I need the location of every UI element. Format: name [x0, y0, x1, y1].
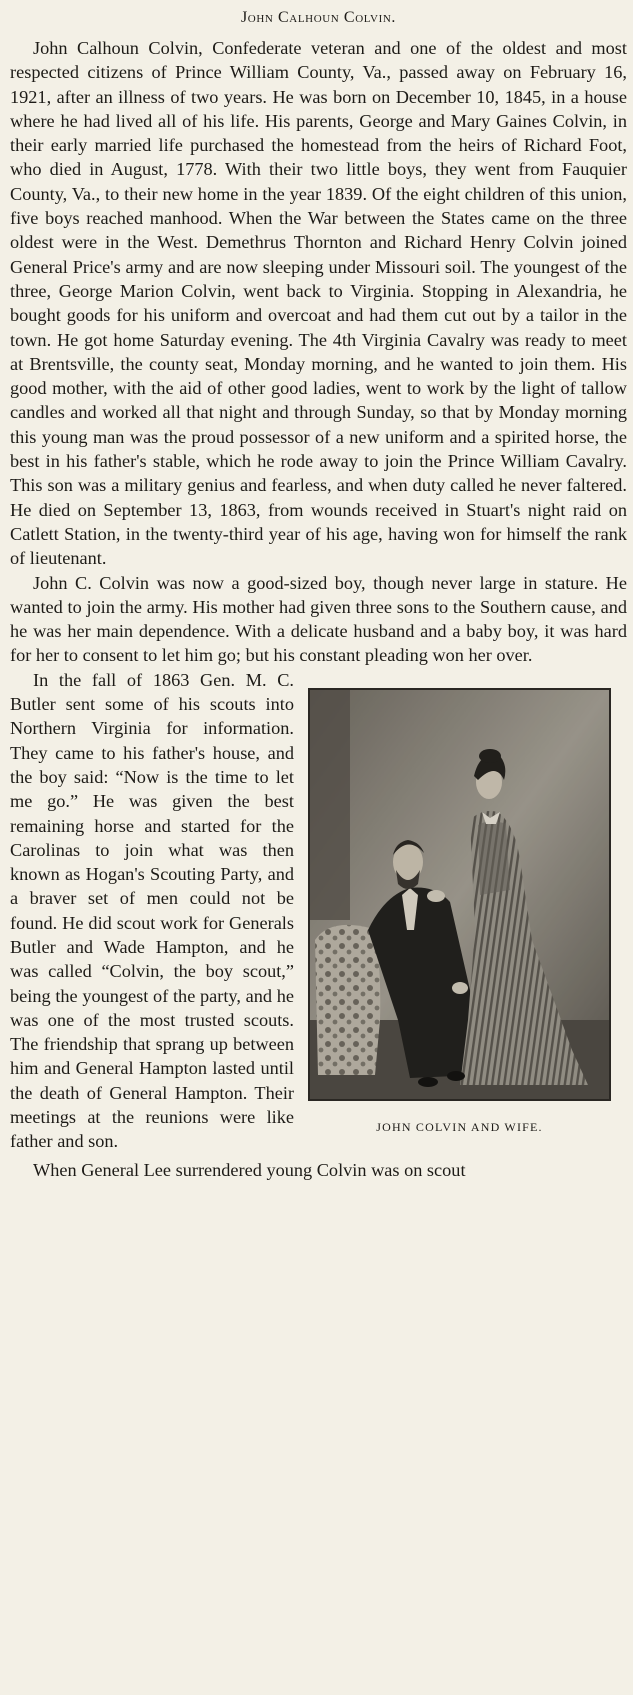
- photo-caption: JOHN COLVIN AND WIFE.: [376, 1119, 543, 1134]
- portrait-photo-image: [310, 690, 609, 1099]
- article-paragraph-1: John Calhoun Colvin, Confederate veteran and one of the oldest and most respected citizens of Prince William County, Va., passed away on February 16, 1921, after an illness of two years. He was born on December 10, 1845, in a house where he had lived all of his life. His parents, George and Mary Gaines Colvin, in their early married life purchased the homestead from the heirs of Richard Foot, who died in August, 1778. With their two little boys, they went from Fauquier County, Va., to their new home in the year 1839. Of the eight children of this union, five boys reached manhood. When the War between the States came on the three oldest were in the West. Demethrus Thornton and Richard Henry Colvin joined General Price's army and are now sleeping under Missouri soil. The youngest of the three, George Marion Colvin, went back to Virginia. Stopping in Alexandria, he bought goods for his uniform and overcoat and had them cut out by a tailor in the town. He got home Saturday evening. The 4th Virginia Cavalry was ready to meet at Brentsville, the county seat, Monday morning, and he wanted to join them. His good mother, with the aid of other good ladies, went to work by the light of tallow candles and worked all that night and through Sunday, so that by Monday morning this young man was the proud possessor of a new uniform and a spirited horse, the best in his father's stable, which he rode away to join the Prince William Cavalry. This son was a military genius and fearless, and when duty called he never faltered. He died on September 13, 1863, from wounds received in Stuart's night raid on Catlett Station, in the twenty-third year of his age, having won for himself the rank of lieutenant.: [10, 38, 627, 569]
- text-with-photo: [10, 668, 627, 1154]
- article-paragraph-3: In the fall of 1863 Gen. M. C. Butler sent some of his scouts into Northern Virginia for information. They came to his father's house, and the boy said: “Now is the time to let me go.” He was given the best remaining horse and started for the Carolinas to join what was then known as Hogan's Scouting Party, and a braver set of men could not be found. He did scout work for Generals Butler and Wade Hampton, and he was called “Colvin, the boy scout,” being the youngest of the party, and he was one of the most trusted scouts. The friendship that sprang up between him and General Hampton lasted until the death of General Hampton. Their meetings at the reunions were like father and son.: [10, 669, 294, 1152]
- article-paragraph-4: When General Lee surrendered young Colvin was on scout: [33, 1159, 466, 1180]
- photo-block: [304, 688, 627, 1158]
- article-title: John Calhoun Colvin.: [240, 9, 397, 26]
- article-paragraph-2: John C. Colvin was now a good-sized boy, though never large in stature. He wanted to join the army. His mother had given three sons to the Southern cause, and he was her main dependence. With a delicate husband and a baby boy, it was hard for her to consent to let him go; but his constant pleading won her over.: [10, 572, 627, 666]
- portrait-photo: [308, 688, 611, 1101]
